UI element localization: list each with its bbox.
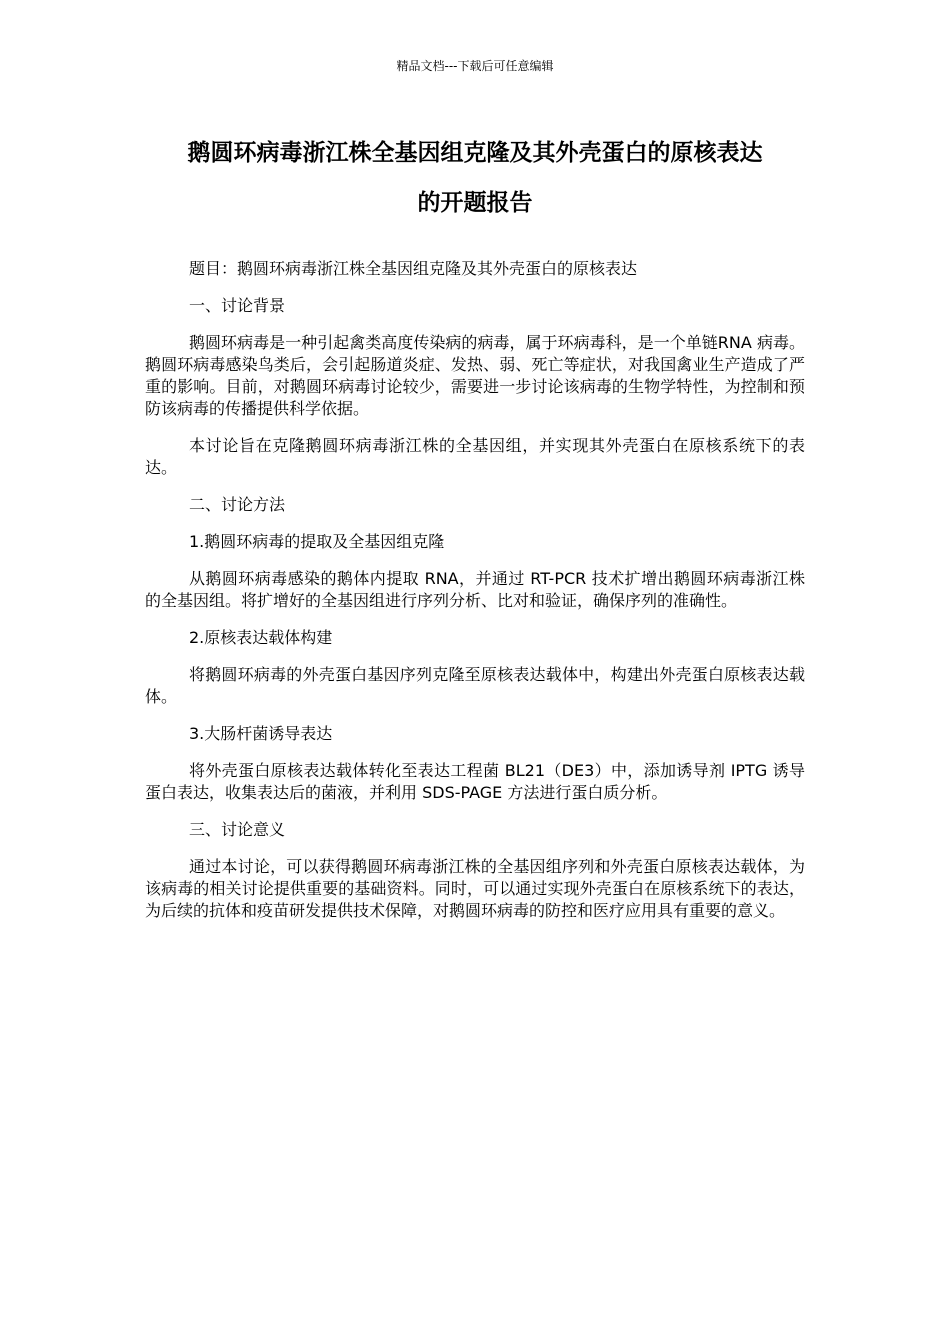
page-header: 精品文档---下载后可任意编辑 <box>396 59 554 73</box>
method-2-heading: 2.原核表达载体构建 <box>189 628 333 647</box>
method-1-paragraph: 从鹅圆环病毒感染的鹅体内提取 RNA，并通过 RT-PCR 技术扩增出鹅圆环病毒浙江株的全基因组。将扩增好的全基因组进行序列分析、比对和验证，确保序列的准确性。 <box>145 569 805 610</box>
significance-paragraph: 通过本讨论，可以获得鹅圆环病毒浙江株的全基因组序列和外壳蛋白原核表达载体，为该病毒的相关讨论提供重要的基础资料。同时，可以通过实现外壳蛋白在原核系统下的表达，为后续的抗体和疫苗研发提供技术保障，对鹅圆环病毒的防控和医疗应用具有重要的意义。 <box>145 857 805 920</box>
method-3-paragraph: 将外壳蛋白原核表达载体转化至表达工程菌 BL21（DE3）中，添加诱导剂 IPTG 诱导蛋白表达，收集表达后的菌液，并利用 SDS-PAGE 方法进行蛋白质分析。 <box>145 761 805 802</box>
method-3-heading: 3.大肠杆菌诱导表达 <box>189 724 333 743</box>
section-heading-significance: 三、讨论意义 <box>189 820 286 839</box>
topic-line: 题目：鹅圆环病毒浙江株全基因组克隆及其外壳蛋白的原核表达 <box>189 259 638 278</box>
document-body <box>145 258 805 937</box>
title-line-1: 鹅圆环病毒浙江株全基因组克隆及其外壳蛋白的原核表达 <box>187 140 763 166</box>
background-paragraph-2: 本讨论旨在克隆鹅圆环病毒浙江株的全基因组，并实现其外壳蛋白在原核系统下的表达。 <box>145 436 805 477</box>
background-paragraph-1: 鹅圆环病毒是一种引起禽类高度传染病的病毒，属于环病毒科，是一个单链RNA 病毒。鹅圆环病毒感染鸟类后，会引起肠道炎症、发热、弱、死亡等症状，对我国禽业生产造成了严重的影响。目前，对鹅圆环病毒讨论较少，需要进一步讨论该病毒的生物学特性，为控制和预防该病毒的传播提供科学依据。 <box>145 333 805 418</box>
section-heading-methods: 二、讨论方法 <box>189 495 286 514</box>
method-2-paragraph: 将鹅圆环病毒的外壳蛋白基因序列克隆至原核表达载体中，构建出外壳蛋白原核表达载体。 <box>145 665 805 706</box>
section-heading-background: 一、讨论背景 <box>189 296 286 315</box>
title-line-2: 的开题报告 <box>417 190 533 216</box>
document-title <box>145 128 805 228</box>
method-1-heading: 1.鹅圆环病毒的提取及全基因组克隆 <box>189 532 445 551</box>
